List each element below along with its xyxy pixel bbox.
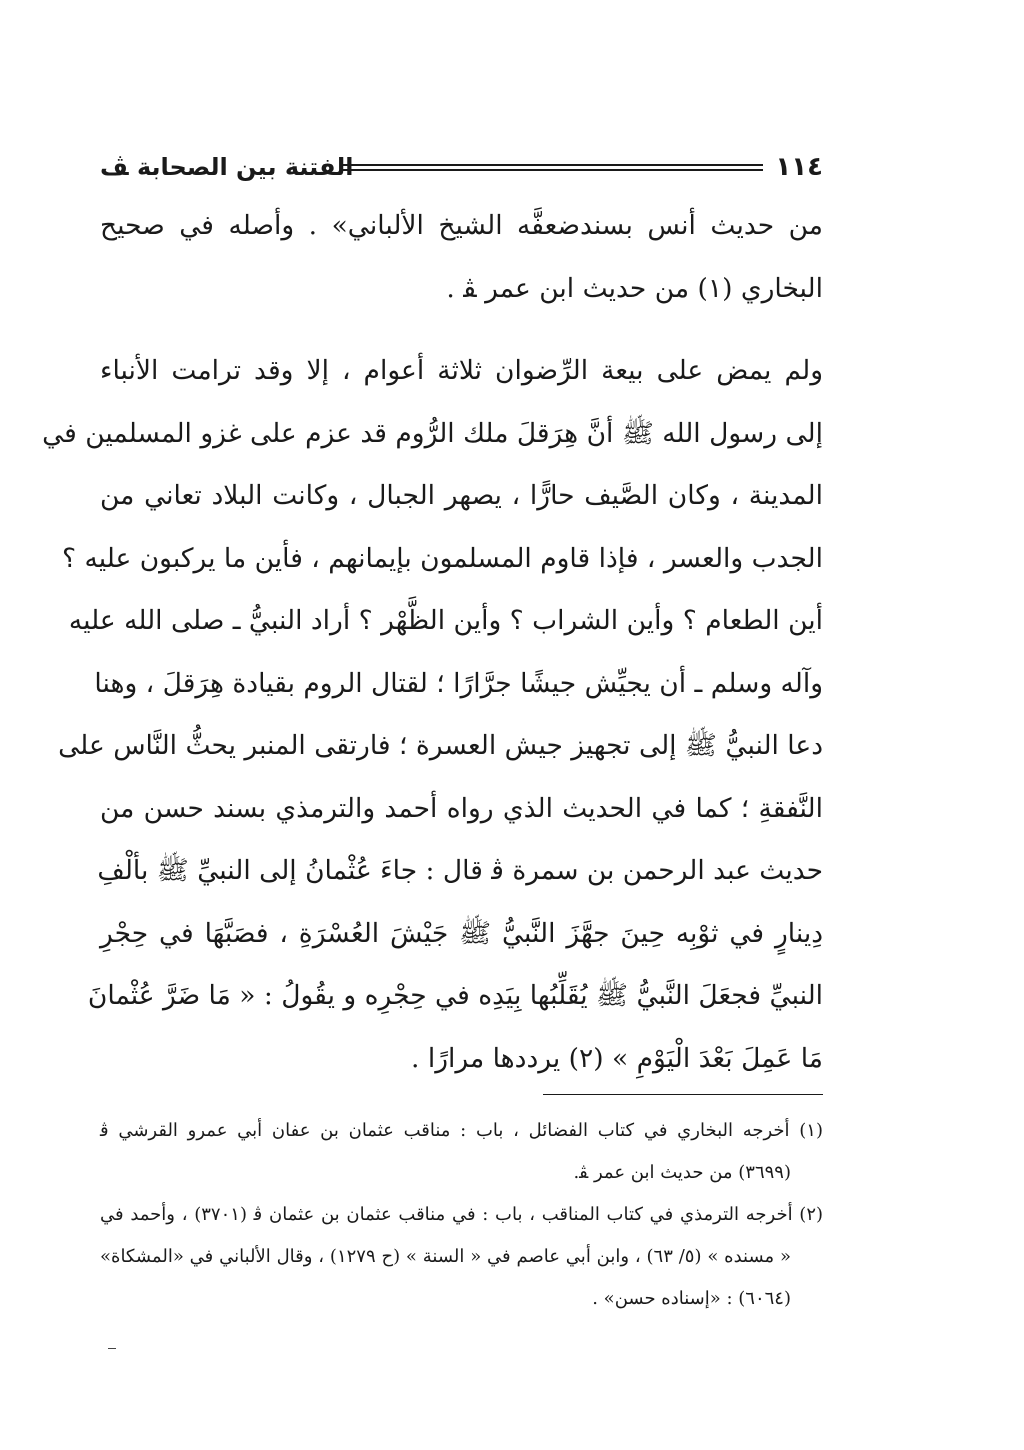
- footnote-1-line: (١) أخرجه البخاري في كتاب الفضائل ، باب : مناقب عثمان بن عفان أبي عمرو القرشي ﭬ: [100, 1120, 823, 1141]
- text-line: حديث عبد الرحمن بن سمرة ﭬ قال : جاءَ عُثْمانُ إلى النبيِّ ﷺ بألْفِ: [97, 855, 823, 886]
- text-line: البخاري (١) من حديث ابن عمر ﭭ .: [446, 272, 823, 304]
- footnote-2-line: « مسنده » (٥/ ٦٣) ، وابن أبي عاصم في « السنة » (ح ١٢٧٩) ، وقال الألباني في «المشكاة»: [100, 1246, 792, 1267]
- footnote-separator: [543, 1094, 823, 1095]
- footnote-2-line: (٢) أخرجه الترمذي في كتاب المناقب ، باب : في مناقب عثمان بن عثمان ﭬ (٣٧٠١) ، وأحمد في: [100, 1204, 824, 1225]
- text-line: دعا النبيُّ ﷺ إلى تجهيز جيش العسرة ؛ فارتقى المنبر يحثُّ النَّاس على: [58, 730, 823, 761]
- text-line: المدينة ، وكان الصَّيف حارًّا ، يصهر الجبال ، وكانت البلاد تعاني من: [100, 480, 823, 511]
- text-line: أين الطعام ؟ وأين الشراب ؟ وأين الظَّهْر ؟ أراد النبيُّ ـ صلى الله عليه: [68, 605, 823, 636]
- text-line: مَا عَمِلَ بَعْدَ الْيَوْمِ » (٢) يرددها مرارًا .: [410, 1042, 823, 1074]
- text-line: النبيِّ فجعَلَ النَّبيُّ ﷺ يُقَلِّبُها بِيَدِه في حِجْرِه و يقُولُ : « مَا ضَرَّ عُثْمانَ: [87, 980, 823, 1011]
- text-line: دِينارٍ في ثوْبِه حِينَ جهَّزَ النَّبيُّ ﷺ جَيْشَ العُسْرَةِ ، فصَبَّهَا في حِجْرِ: [100, 917, 823, 949]
- footnotes: [100, 1110, 823, 1320]
- text-line: النَّفقةِ ؛ كما في الحديث الذي رواه أحمد والترمذي بسند حسن من: [100, 792, 823, 824]
- page-header: [100, 150, 823, 186]
- scan-mark: [108, 1348, 116, 1349]
- header-rule-second: [340, 169, 763, 171]
- paragraph-continued: [100, 195, 823, 320]
- footnote-1-line: (٣٦٩٩) من حديث ابن عمر ﭭ.: [573, 1162, 791, 1183]
- text-line: ولم يمض على بيعة الرِّضوان ثلاثة أعوام ، إلا وقد ترامت الأنباء: [100, 355, 823, 386]
- header-rule: [340, 164, 763, 166]
- text-line: وآله وسلم ـ أن يجيِّش جيشًا جرَّارًا ؛ لقتال الروم بقيادة هِرَقلَ ، وهنا: [94, 667, 823, 699]
- footnote-2-line: (٦٠٦٤) : «إسناده حسن» .: [592, 1288, 791, 1309]
- text-line: الجدب والعسر ، فإذا قاوم المسلمون بإيمانهم ، فأين ما يركبون عليه ؟: [62, 542, 823, 574]
- text-line: إلى رسول الله ﷺ أنَّ هِرَقلَ ملك الرُّوم قد عزم على غزو المسلمين في: [42, 417, 823, 449]
- text-line: من حديث أنس بسندضعفَّه الشيخ الألباني» . وأصله في صحيح: [100, 210, 823, 241]
- running-title: الفتنة بين الصحابة ﭫ: [100, 153, 354, 181]
- paragraph-main: [42, 340, 823, 1090]
- page-number: ١١٤: [775, 152, 823, 182]
